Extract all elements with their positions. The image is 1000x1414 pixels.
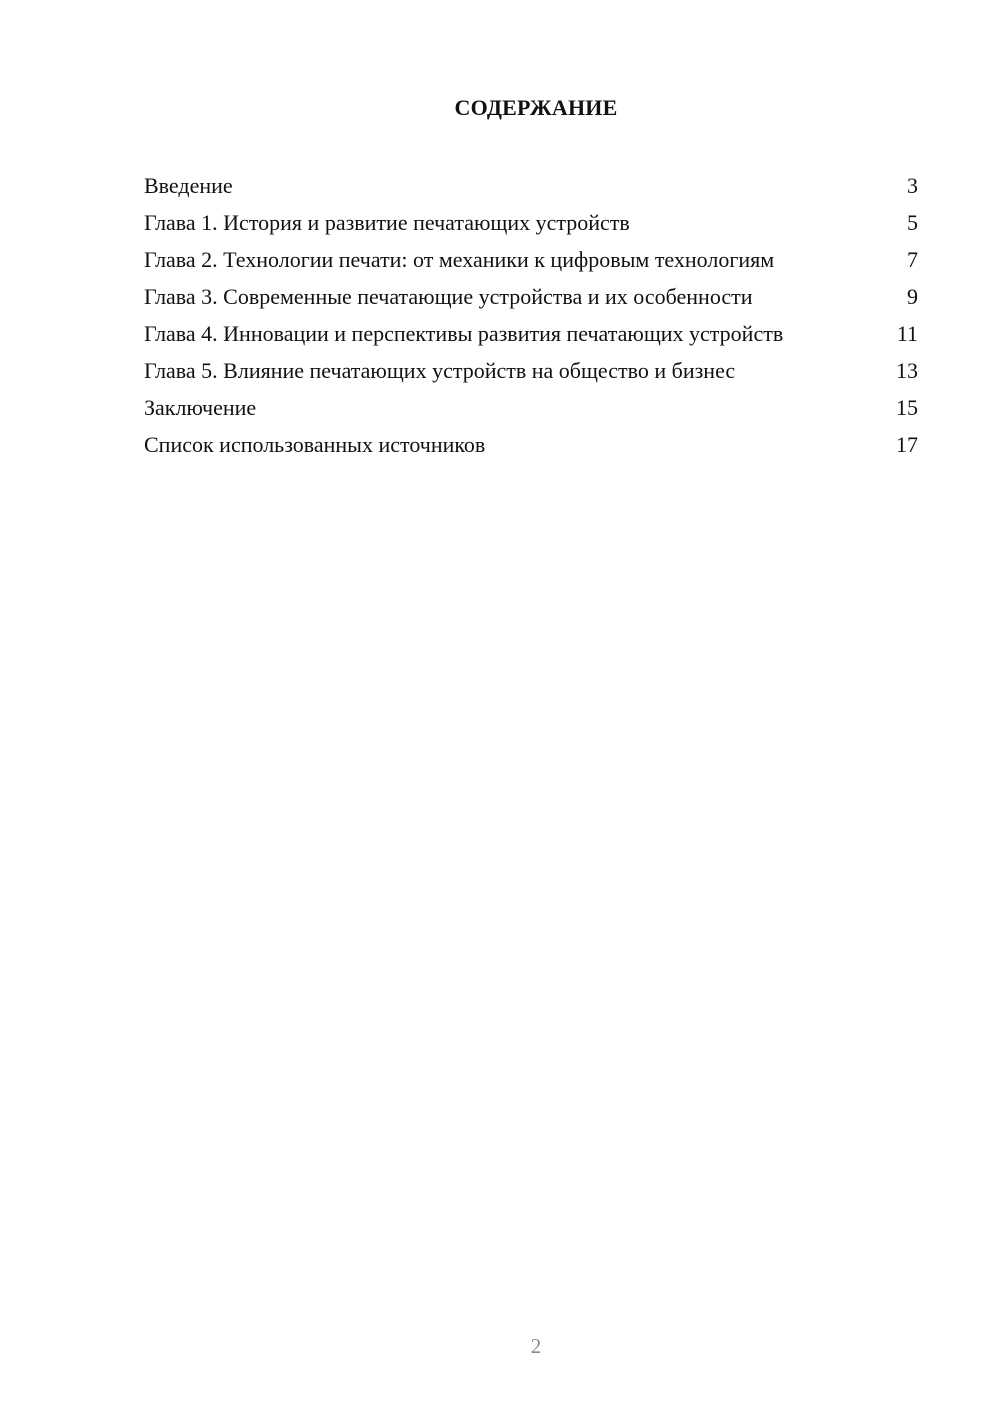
toc-entry-page: 11 xyxy=(896,321,918,346)
toc-entry-chapter-2 xyxy=(144,246,918,273)
toc-entry-page: 13 xyxy=(896,358,918,383)
toc-entry-page: 15 xyxy=(896,395,918,420)
toc-entry-chapter-1 xyxy=(144,209,918,236)
toc-entry-page: 5 xyxy=(907,210,918,235)
toc-entry-title: Введение xyxy=(144,173,233,198)
toc-entry-title: Глава 2. Технологии печати: от механики к цифровым технологиям xyxy=(144,247,775,272)
toc-entry-conclusion xyxy=(144,394,918,421)
page-title: СОДЕРЖАНИЕ xyxy=(454,95,618,120)
page-number: 2 xyxy=(530,1334,542,1358)
toc-entry-title: Глава 5. Влияние печатающих устройств на общество и бизнес xyxy=(144,358,736,383)
toc-entry-chapter-3 xyxy=(144,283,918,310)
toc-entry-title: Глава 1. История и развитие печатающих устройств xyxy=(144,210,630,235)
toc-entry-page: 3 xyxy=(907,173,918,198)
toc-entry-chapter-4 xyxy=(144,320,918,347)
toc-entry-title: Заключение xyxy=(144,395,257,420)
toc-entry-page: 9 xyxy=(907,284,918,309)
table-of-contents xyxy=(144,172,918,468)
toc-entry-title: Список использованных источников xyxy=(144,432,486,457)
toc-entry-page: 17 xyxy=(896,432,918,457)
toc-entry-introduction xyxy=(144,172,918,199)
toc-entry-title: Глава 3. Современные печатающие устройства и их особенности xyxy=(144,284,753,309)
toc-entry-references xyxy=(144,431,918,458)
toc-entry-page: 7 xyxy=(907,247,918,272)
toc-entry-title: Глава 4. Инновации и перспективы развития печатающих устройств xyxy=(144,321,784,346)
toc-entry-chapter-5 xyxy=(144,357,918,384)
